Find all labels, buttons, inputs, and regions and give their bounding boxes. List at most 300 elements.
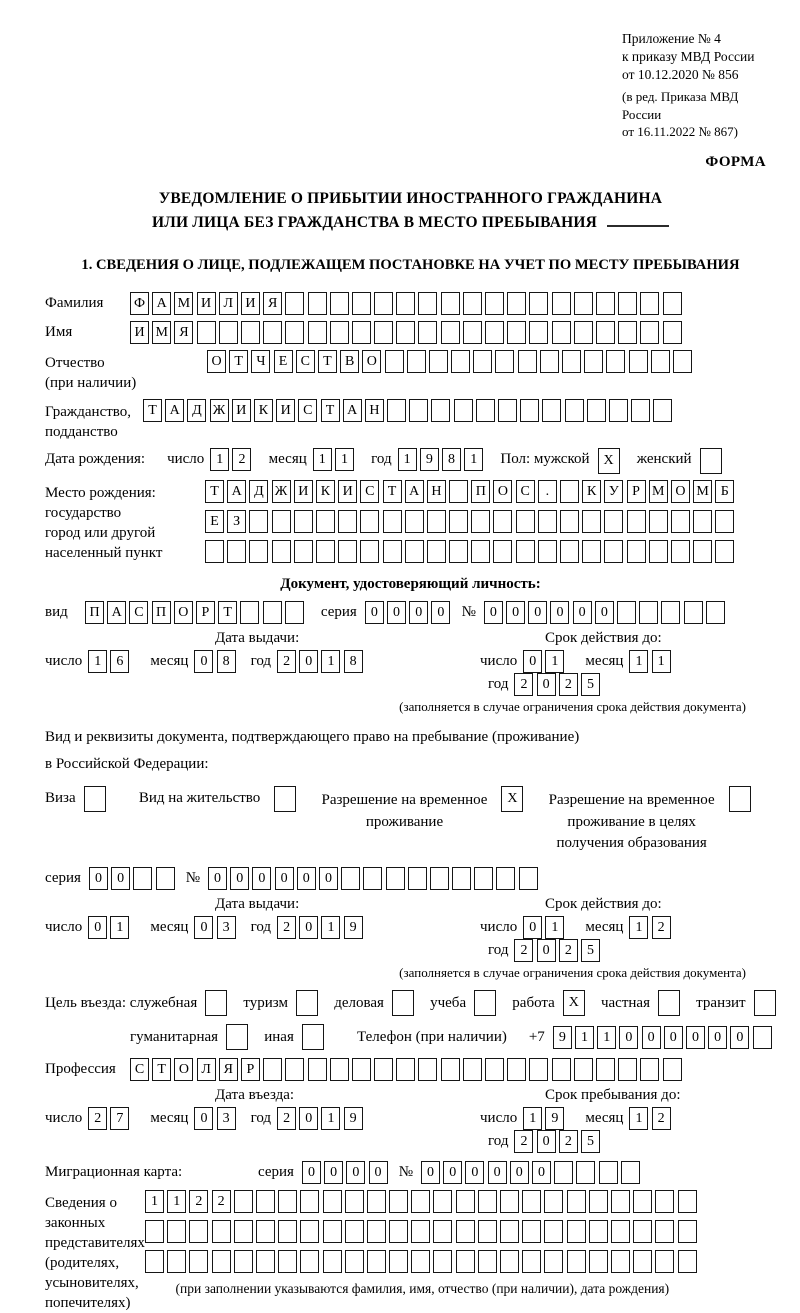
- char-cell[interactable]: [496, 867, 515, 890]
- doc-issue-day-input[interactable]: [88, 650, 132, 673]
- char-cell[interactable]: [500, 1190, 519, 1213]
- char-cell[interactable]: [405, 510, 424, 533]
- char-cell[interactable]: [212, 1250, 231, 1273]
- char-cell[interactable]: [604, 510, 623, 533]
- char-cell[interactable]: [396, 1058, 415, 1081]
- char-cell[interactable]: [463, 1058, 482, 1081]
- char-cell[interactable]: [633, 1190, 652, 1213]
- char-cell[interactable]: [516, 540, 535, 563]
- char-cell[interactable]: [407, 350, 426, 373]
- char-cell[interactable]: 2: [277, 916, 296, 939]
- char-cell[interactable]: [308, 1058, 327, 1081]
- char-cell[interactable]: [241, 321, 260, 344]
- char-cell[interactable]: [684, 601, 703, 624]
- char-cell[interactable]: [485, 292, 504, 315]
- char-cell[interactable]: [618, 1058, 637, 1081]
- char-cell[interactable]: [285, 292, 304, 315]
- char-cell[interactable]: 1: [464, 448, 483, 471]
- stay-month-input[interactable]: [629, 1107, 673, 1130]
- char-cell[interactable]: 2: [277, 650, 296, 673]
- char-cell[interactable]: 9: [545, 1107, 564, 1130]
- permit-number-input[interactable]: [208, 867, 541, 890]
- char-cell[interactable]: 6: [110, 650, 129, 673]
- char-cell[interactable]: 2: [189, 1190, 208, 1213]
- char-cell[interactable]: 1: [597, 1026, 616, 1049]
- char-cell[interactable]: Я: [174, 321, 193, 344]
- char-cell[interactable]: 0: [299, 650, 318, 673]
- char-cell[interactable]: 9: [420, 448, 439, 471]
- char-cell[interactable]: 2: [232, 448, 251, 471]
- residence-permit-checkbox[interactable]: [274, 786, 299, 812]
- char-cell[interactable]: Т: [205, 480, 224, 503]
- purpose-tourism-checkbox[interactable]: [296, 990, 321, 1016]
- char-cell[interactable]: [274, 786, 296, 812]
- char-cell[interactable]: [409, 399, 428, 422]
- char-cell[interactable]: Р: [627, 480, 646, 503]
- char-cell[interactable]: [661, 601, 680, 624]
- representatives-row2-input[interactable]: [145, 1220, 700, 1243]
- entry-year-input[interactable]: [277, 1107, 366, 1130]
- purpose-work-checkbox[interactable]: [563, 990, 588, 1016]
- char-cell[interactable]: [631, 399, 650, 422]
- char-cell[interactable]: [678, 1250, 697, 1273]
- char-cell[interactable]: 0: [465, 1161, 484, 1184]
- char-cell[interactable]: Е: [205, 510, 224, 533]
- char-cell[interactable]: М: [649, 480, 668, 503]
- char-cell[interactable]: [408, 867, 427, 890]
- char-cell[interactable]: [374, 1058, 393, 1081]
- char-cell[interactable]: С: [516, 480, 535, 503]
- char-cell[interactable]: [663, 1058, 682, 1081]
- char-cell[interactable]: [640, 1058, 659, 1081]
- char-cell[interactable]: [471, 540, 490, 563]
- char-cell[interactable]: [567, 1190, 586, 1213]
- char-cell[interactable]: 5: [581, 1130, 600, 1153]
- char-cell[interactable]: [249, 510, 268, 533]
- char-cell[interactable]: [567, 1250, 586, 1273]
- char-cell[interactable]: [167, 1220, 186, 1243]
- char-cell[interactable]: 0: [194, 916, 213, 939]
- char-cell[interactable]: [473, 350, 492, 373]
- char-cell[interactable]: [653, 399, 672, 422]
- char-cell[interactable]: 9: [553, 1026, 572, 1049]
- char-cell[interactable]: 0: [664, 1026, 683, 1049]
- permit-issue-day-input[interactable]: [88, 916, 132, 939]
- char-cell[interactable]: [529, 321, 548, 344]
- char-cell[interactable]: 0: [730, 1026, 749, 1049]
- char-cell[interactable]: X: [598, 448, 620, 474]
- char-cell[interactable]: [227, 540, 246, 563]
- char-cell[interactable]: 2: [652, 1107, 671, 1130]
- char-cell[interactable]: [582, 510, 601, 533]
- char-cell[interactable]: [754, 990, 776, 1016]
- char-cell[interactable]: 1: [145, 1190, 164, 1213]
- char-cell[interactable]: 0: [537, 1130, 556, 1153]
- char-cell[interactable]: [655, 1250, 674, 1273]
- char-cell[interactable]: [582, 540, 601, 563]
- char-cell[interactable]: [385, 350, 404, 373]
- char-cell[interactable]: [300, 1220, 319, 1243]
- temp-residence-edu-checkbox[interactable]: [729, 786, 754, 812]
- char-cell[interactable]: 9: [344, 1107, 363, 1130]
- char-cell[interactable]: О: [174, 1058, 193, 1081]
- char-cell[interactable]: [639, 601, 658, 624]
- char-cell[interactable]: [84, 786, 106, 812]
- char-cell[interactable]: [234, 1190, 253, 1213]
- char-cell[interactable]: [493, 510, 512, 533]
- char-cell[interactable]: Р: [196, 601, 215, 624]
- char-cell[interactable]: К: [254, 399, 273, 422]
- representatives-row3-input[interactable]: [145, 1250, 700, 1273]
- char-cell[interactable]: 0: [230, 867, 249, 890]
- char-cell[interactable]: [611, 1250, 630, 1273]
- char-cell[interactable]: 1: [629, 1107, 648, 1130]
- char-cell[interactable]: [133, 867, 152, 890]
- char-cell[interactable]: [278, 1250, 297, 1273]
- permit-issue-month-input[interactable]: [194, 916, 238, 939]
- char-cell[interactable]: 0: [532, 1161, 551, 1184]
- char-cell[interactable]: [256, 1250, 275, 1273]
- char-cell[interactable]: [431, 399, 450, 422]
- char-cell[interactable]: [396, 321, 415, 344]
- profession-input[interactable]: [130, 1058, 685, 1081]
- char-cell[interactable]: П: [471, 480, 490, 503]
- char-cell[interactable]: Т: [318, 350, 337, 373]
- char-cell[interactable]: 0: [111, 867, 130, 890]
- char-cell[interactable]: [663, 321, 682, 344]
- char-cell[interactable]: [522, 1220, 541, 1243]
- char-cell[interactable]: [522, 1250, 541, 1273]
- char-cell[interactable]: [663, 292, 682, 315]
- char-cell[interactable]: 1: [167, 1190, 186, 1213]
- char-cell[interactable]: [544, 1250, 563, 1273]
- char-cell[interactable]: [278, 1190, 297, 1213]
- char-cell[interactable]: 2: [559, 939, 578, 962]
- doc-expiry-day-input[interactable]: [523, 650, 567, 673]
- char-cell[interactable]: С: [298, 399, 317, 422]
- char-cell[interactable]: [285, 601, 304, 624]
- char-cell[interactable]: [296, 990, 318, 1016]
- char-cell[interactable]: 7: [110, 1107, 129, 1130]
- char-cell[interactable]: [655, 1190, 674, 1213]
- char-cell[interactable]: [433, 1190, 452, 1213]
- char-cell[interactable]: Д: [187, 399, 206, 422]
- char-cell[interactable]: И: [130, 321, 149, 344]
- char-cell[interactable]: [300, 1190, 319, 1213]
- char-cell[interactable]: О: [493, 480, 512, 503]
- purpose-official-checkbox[interactable]: [205, 990, 230, 1016]
- char-cell[interactable]: [567, 1220, 586, 1243]
- char-cell[interactable]: К: [316, 480, 335, 503]
- char-cell[interactable]: 0: [619, 1026, 638, 1049]
- char-cell[interactable]: [323, 1190, 342, 1213]
- char-cell[interactable]: [418, 1058, 437, 1081]
- char-cell[interactable]: [678, 1220, 697, 1243]
- birthplace-row3-input[interactable]: [205, 540, 738, 563]
- char-cell[interactable]: [627, 510, 646, 533]
- char-cell[interactable]: 1: [210, 448, 229, 471]
- char-cell[interactable]: [323, 1250, 342, 1273]
- char-cell[interactable]: 1: [629, 650, 648, 673]
- doc-series-input[interactable]: [365, 601, 454, 624]
- char-cell[interactable]: С: [296, 350, 315, 373]
- char-cell[interactable]: 1: [321, 650, 340, 673]
- entry-day-input[interactable]: [88, 1107, 132, 1130]
- char-cell[interactable]: [678, 1190, 697, 1213]
- char-cell[interactable]: [673, 350, 692, 373]
- char-cell[interactable]: 2: [514, 1130, 533, 1153]
- char-cell[interactable]: [574, 1058, 593, 1081]
- char-cell[interactable]: 3: [217, 1107, 236, 1130]
- char-cell[interactable]: Д: [249, 480, 268, 503]
- char-cell[interactable]: [560, 540, 579, 563]
- char-cell[interactable]: 5: [581, 673, 600, 696]
- char-cell[interactable]: [263, 1058, 282, 1081]
- char-cell[interactable]: [389, 1190, 408, 1213]
- char-cell[interactable]: [640, 292, 659, 315]
- char-cell[interactable]: В: [340, 350, 359, 373]
- char-cell[interactable]: [212, 1220, 231, 1243]
- char-cell[interactable]: [560, 480, 579, 503]
- char-cell[interactable]: 0: [324, 1161, 343, 1184]
- doc-issue-month-input[interactable]: [194, 650, 238, 673]
- char-cell[interactable]: [478, 1190, 497, 1213]
- permit-series-input[interactable]: [89, 867, 178, 890]
- char-cell[interactable]: 1: [313, 448, 332, 471]
- char-cell[interactable]: [272, 540, 291, 563]
- char-cell[interactable]: [729, 786, 751, 812]
- migration-card-series-input[interactable]: [302, 1161, 391, 1184]
- char-cell[interactable]: А: [107, 601, 126, 624]
- char-cell[interactable]: [167, 1250, 186, 1273]
- char-cell[interactable]: [706, 601, 725, 624]
- char-cell[interactable]: [323, 1220, 342, 1243]
- char-cell[interactable]: 2: [514, 939, 533, 962]
- char-cell[interactable]: [189, 1220, 208, 1243]
- char-cell[interactable]: 8: [344, 650, 363, 673]
- char-cell[interactable]: [433, 1250, 452, 1273]
- char-cell[interactable]: 0: [369, 1161, 388, 1184]
- purpose-transit-checkbox[interactable]: [754, 990, 779, 1016]
- char-cell[interactable]: И: [338, 480, 357, 503]
- char-cell[interactable]: [383, 510, 402, 533]
- char-cell[interactable]: 2: [559, 1130, 578, 1153]
- char-cell[interactable]: [205, 540, 224, 563]
- char-cell[interactable]: К: [582, 480, 601, 503]
- char-cell[interactable]: Я: [263, 292, 282, 315]
- char-cell[interactable]: 1: [321, 1107, 340, 1130]
- char-cell[interactable]: 0: [595, 601, 614, 624]
- char-cell[interactable]: [693, 540, 712, 563]
- char-cell[interactable]: 0: [506, 601, 525, 624]
- char-cell[interactable]: [449, 510, 468, 533]
- stay-day-input[interactable]: [523, 1107, 567, 1130]
- char-cell[interactable]: О: [671, 480, 690, 503]
- char-cell[interactable]: 5: [581, 939, 600, 962]
- char-cell[interactable]: X: [563, 990, 585, 1016]
- char-cell[interactable]: 1: [398, 448, 417, 471]
- char-cell[interactable]: [529, 1058, 548, 1081]
- char-cell[interactable]: С: [129, 601, 148, 624]
- char-cell[interactable]: И: [197, 292, 216, 315]
- char-cell[interactable]: [485, 1058, 504, 1081]
- char-cell[interactable]: [308, 292, 327, 315]
- char-cell[interactable]: [520, 399, 539, 422]
- char-cell[interactable]: [308, 321, 327, 344]
- birthplace-row2-input[interactable]: [205, 510, 738, 533]
- char-cell[interactable]: [544, 1220, 563, 1243]
- char-cell[interactable]: Н: [427, 480, 446, 503]
- char-cell[interactable]: [649, 510, 668, 533]
- char-cell[interactable]: [256, 1220, 275, 1243]
- char-cell[interactable]: 1: [629, 916, 648, 939]
- char-cell[interactable]: [367, 1250, 386, 1273]
- char-cell[interactable]: [529, 292, 548, 315]
- birth-month-input[interactable]: [313, 448, 357, 471]
- char-cell[interactable]: [640, 321, 659, 344]
- char-cell[interactable]: [522, 1190, 541, 1213]
- char-cell[interactable]: 2: [559, 673, 578, 696]
- birth-year-input[interactable]: [398, 448, 487, 471]
- char-cell[interactable]: [156, 867, 175, 890]
- char-cell[interactable]: [655, 1220, 674, 1243]
- char-cell[interactable]: [476, 399, 495, 422]
- sex-male-checkbox[interactable]: [598, 448, 623, 474]
- char-cell[interactable]: [330, 1058, 349, 1081]
- char-cell[interactable]: [552, 292, 571, 315]
- char-cell[interactable]: [715, 510, 734, 533]
- char-cell[interactable]: [715, 540, 734, 563]
- char-cell[interactable]: [352, 1058, 371, 1081]
- char-cell[interactable]: 1: [545, 916, 564, 939]
- char-cell[interactable]: 1: [110, 916, 129, 939]
- surname-input[interactable]: [130, 292, 685, 315]
- permit-expiry-day-input[interactable]: [523, 916, 567, 939]
- char-cell[interactable]: [576, 1161, 595, 1184]
- char-cell[interactable]: О: [362, 350, 381, 373]
- char-cell[interactable]: [471, 510, 490, 533]
- char-cell[interactable]: Т: [383, 480, 402, 503]
- char-cell[interactable]: М: [693, 480, 712, 503]
- char-cell[interactable]: .: [538, 480, 557, 503]
- char-cell[interactable]: [589, 1250, 608, 1273]
- char-cell[interactable]: 0: [409, 601, 428, 624]
- char-cell[interactable]: [294, 540, 313, 563]
- char-cell[interactable]: [387, 399, 406, 422]
- char-cell[interactable]: Т: [321, 399, 340, 422]
- char-cell[interactable]: [693, 510, 712, 533]
- char-cell[interactable]: [449, 540, 468, 563]
- char-cell[interactable]: [495, 350, 514, 373]
- char-cell[interactable]: [618, 321, 637, 344]
- char-cell[interactable]: 0: [537, 673, 556, 696]
- char-cell[interactable]: 2: [514, 673, 533, 696]
- char-cell[interactable]: 0: [488, 1161, 507, 1184]
- char-cell[interactable]: Л: [197, 1058, 216, 1081]
- sex-female-checkbox[interactable]: [700, 448, 725, 474]
- char-cell[interactable]: 0: [642, 1026, 661, 1049]
- doc-expiry-year-input[interactable]: [514, 673, 603, 696]
- purpose-other-checkbox[interactable]: [302, 1024, 327, 1050]
- char-cell[interactable]: [226, 1024, 248, 1050]
- char-cell[interactable]: 0: [708, 1026, 727, 1049]
- char-cell[interactable]: [316, 540, 335, 563]
- char-cell[interactable]: [278, 1220, 297, 1243]
- char-cell[interactable]: [234, 1220, 253, 1243]
- char-cell[interactable]: [454, 399, 473, 422]
- char-cell[interactable]: [386, 867, 405, 890]
- char-cell[interactable]: [338, 510, 357, 533]
- char-cell[interactable]: А: [405, 480, 424, 503]
- char-cell[interactable]: 0: [573, 601, 592, 624]
- char-cell[interactable]: [540, 350, 559, 373]
- char-cell[interactable]: [285, 1058, 304, 1081]
- char-cell[interactable]: 0: [252, 867, 271, 890]
- char-cell[interactable]: [294, 510, 313, 533]
- char-cell[interactable]: [411, 1190, 430, 1213]
- permit-expiry-month-input[interactable]: [629, 916, 673, 939]
- char-cell[interactable]: А: [165, 399, 184, 422]
- char-cell[interactable]: 2: [88, 1107, 107, 1130]
- char-cell[interactable]: [418, 321, 437, 344]
- char-cell[interactable]: [367, 1220, 386, 1243]
- char-cell[interactable]: [441, 1058, 460, 1081]
- char-cell[interactable]: Т: [143, 399, 162, 422]
- doc-number-input[interactable]: [484, 601, 728, 624]
- char-cell[interactable]: 1: [335, 448, 354, 471]
- char-cell[interactable]: [516, 510, 535, 533]
- char-cell[interactable]: Ф: [130, 292, 149, 315]
- purpose-business-checkbox[interactable]: [392, 990, 417, 1016]
- char-cell[interactable]: [189, 1250, 208, 1273]
- char-cell[interactable]: И: [276, 399, 295, 422]
- char-cell[interactable]: [456, 1220, 475, 1243]
- char-cell[interactable]: [263, 321, 282, 344]
- char-cell[interactable]: [560, 510, 579, 533]
- char-cell[interactable]: [396, 292, 415, 315]
- char-cell[interactable]: [272, 510, 291, 533]
- char-cell[interactable]: [609, 399, 628, 422]
- given-name-input[interactable]: [130, 321, 685, 344]
- char-cell[interactable]: [507, 1058, 526, 1081]
- char-cell[interactable]: 0: [550, 601, 569, 624]
- char-cell[interactable]: [345, 1220, 364, 1243]
- char-cell[interactable]: [392, 990, 414, 1016]
- char-cell[interactable]: [596, 292, 615, 315]
- char-cell[interactable]: [427, 510, 446, 533]
- char-cell[interactable]: 0: [89, 867, 108, 890]
- birthplace-row1-input[interactable]: [205, 480, 738, 503]
- permit-issue-year-input[interactable]: [277, 916, 366, 939]
- char-cell[interactable]: П: [85, 601, 104, 624]
- char-cell[interactable]: 0: [387, 601, 406, 624]
- char-cell[interactable]: [338, 540, 357, 563]
- purpose-study-checkbox[interactable]: [474, 990, 499, 1016]
- char-cell[interactable]: 0: [443, 1161, 462, 1184]
- char-cell[interactable]: [441, 321, 460, 344]
- char-cell[interactable]: 0: [299, 1107, 318, 1130]
- char-cell[interactable]: X: [501, 786, 523, 812]
- char-cell[interactable]: [300, 1250, 319, 1273]
- char-cell[interactable]: С: [130, 1058, 149, 1081]
- char-cell[interactable]: [658, 990, 680, 1016]
- char-cell[interactable]: [671, 540, 690, 563]
- char-cell[interactable]: [352, 321, 371, 344]
- char-cell[interactable]: 0: [275, 867, 294, 890]
- birth-day-input[interactable]: [210, 448, 254, 471]
- char-cell[interactable]: 1: [545, 650, 564, 673]
- char-cell[interactable]: [478, 1250, 497, 1273]
